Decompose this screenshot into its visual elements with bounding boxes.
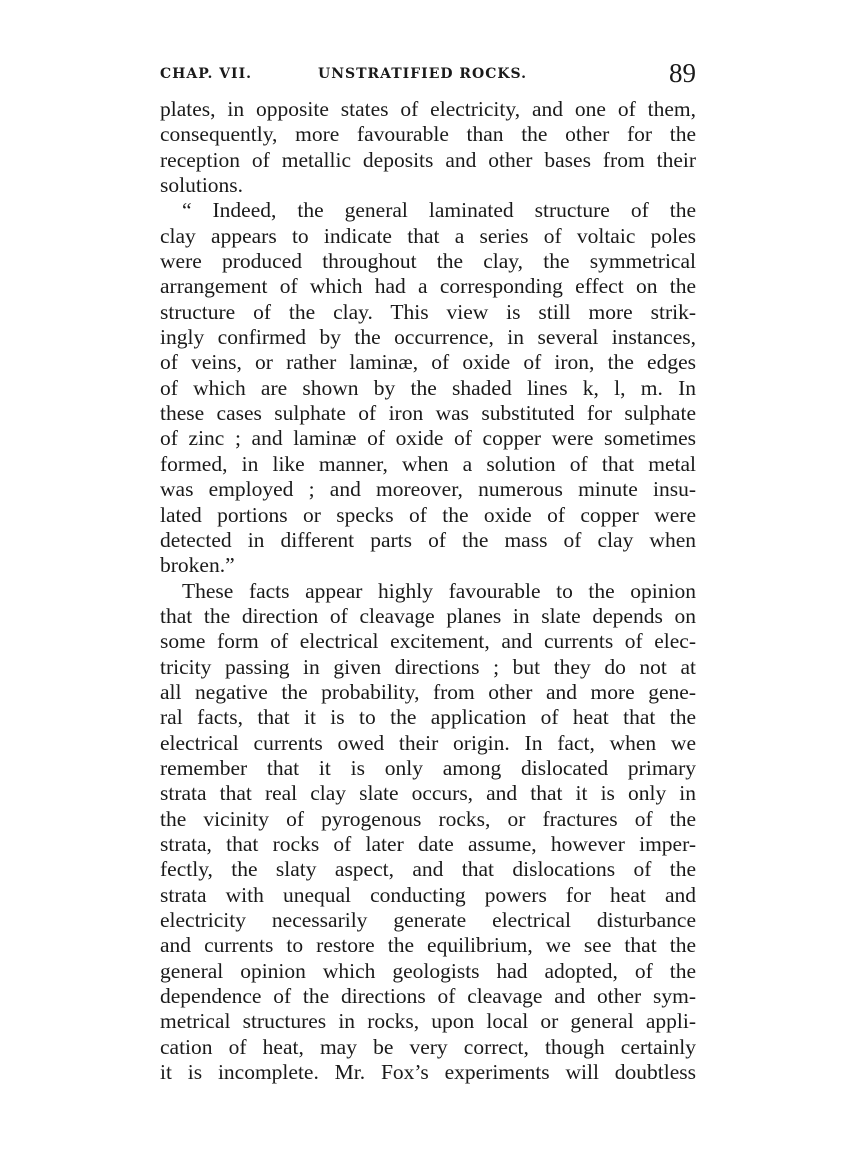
text-line: broken.” (160, 553, 235, 578)
text-line: electrical currents owed their origin. In fact, when we (160, 730, 696, 755)
text-line: electricity necessarily generate electrical disturbance (160, 908, 696, 932)
text-line: of which are shown by the shaded lines k, l, m. In (160, 375, 696, 400)
text-line: formed, in like manner, when a solution of that metal (160, 451, 696, 476)
text-line: plates, in opposite states of electricity, and one of them, (160, 97, 696, 121)
text-line: some form of electrical excitement, and currents of elec- (160, 629, 696, 654)
text-line: These facts appear highly favourable to the opinion (182, 578, 696, 603)
text-line: metrical structures in rocks, upon local or general appli- (160, 1009, 696, 1034)
text-line: general opinion which geologists had adopted, of the (160, 958, 696, 983)
text-line: tricity passing in given directions ; but they do not at (160, 654, 696, 679)
text-line: dependence of the directions of cleavage and other sym- (160, 984, 696, 1009)
text-line: clay appears to indicate that a series of voltaic poles (160, 223, 696, 248)
text-line: detected in different parts of the mass of clay when (160, 527, 696, 552)
text-line: these cases sulphate of iron was substituted for sulphate (160, 401, 696, 426)
text-line: it is incomplete. Mr. Fox’s experiments will doubtless (160, 1060, 696, 1085)
text-line: cation of heat, may be very correct, though certainly (160, 1034, 696, 1059)
text-line: ral facts, that it is to the application of heat that the (160, 705, 696, 730)
text-line: lated portions or specks of the oxide of copper were (160, 502, 696, 527)
text-line: reception of metallic deposits and other bases from their (160, 147, 696, 172)
text-line: remember that it is only among dislocated primary (160, 755, 696, 780)
text-line: strata with unequal conducting powers for heat and (160, 882, 696, 907)
text-line: that the direction of cleavage planes in slate depends on (160, 603, 696, 628)
text-line: solutions. (160, 173, 244, 198)
running-head (160, 58, 696, 94)
text-line: the vicinity of pyrogenous rocks, or fractures of the (160, 806, 696, 831)
text-line: arrangement of which had a corresponding effect on the (160, 274, 696, 299)
text-line: of veins, or rather laminæ, of oxide of iron, the edges (160, 350, 696, 375)
text-line: was employed ; and moreover, numerous minute insu- (160, 477, 696, 502)
page-number: 89 (669, 58, 696, 88)
text-line: structure of the clay. This view is still more strik- (160, 299, 696, 324)
text-line: fectly, the slaty aspect, and that dislocations of the (160, 857, 696, 882)
text-line: consequently, more favourable than the other for the (160, 122, 696, 147)
text-line: strata that real clay slate occurs, and that it is only in (160, 781, 696, 806)
text-line: of zinc ; and laminæ of oxide of copper were sometimes (160, 426, 696, 451)
text-line: ingly confirmed by the occurrence, in several instances, (160, 325, 696, 350)
text-line: “ Indeed, the general laminated structure of the (182, 198, 696, 223)
text-line: strata, that rocks of later date assume, however imper- (160, 831, 696, 856)
body-text (160, 97, 696, 1085)
text-line: all negative the probability, from other and more gene- (160, 679, 696, 704)
text-line: were produced throughout the clay, the symmetrical (160, 249, 696, 274)
running-title: UNSTRATIFIED ROCKS. (318, 66, 528, 82)
text-line: and currents to restore the equilibrium, we see that the (160, 933, 696, 958)
chapter-label: CHAP. VII. (160, 66, 253, 82)
